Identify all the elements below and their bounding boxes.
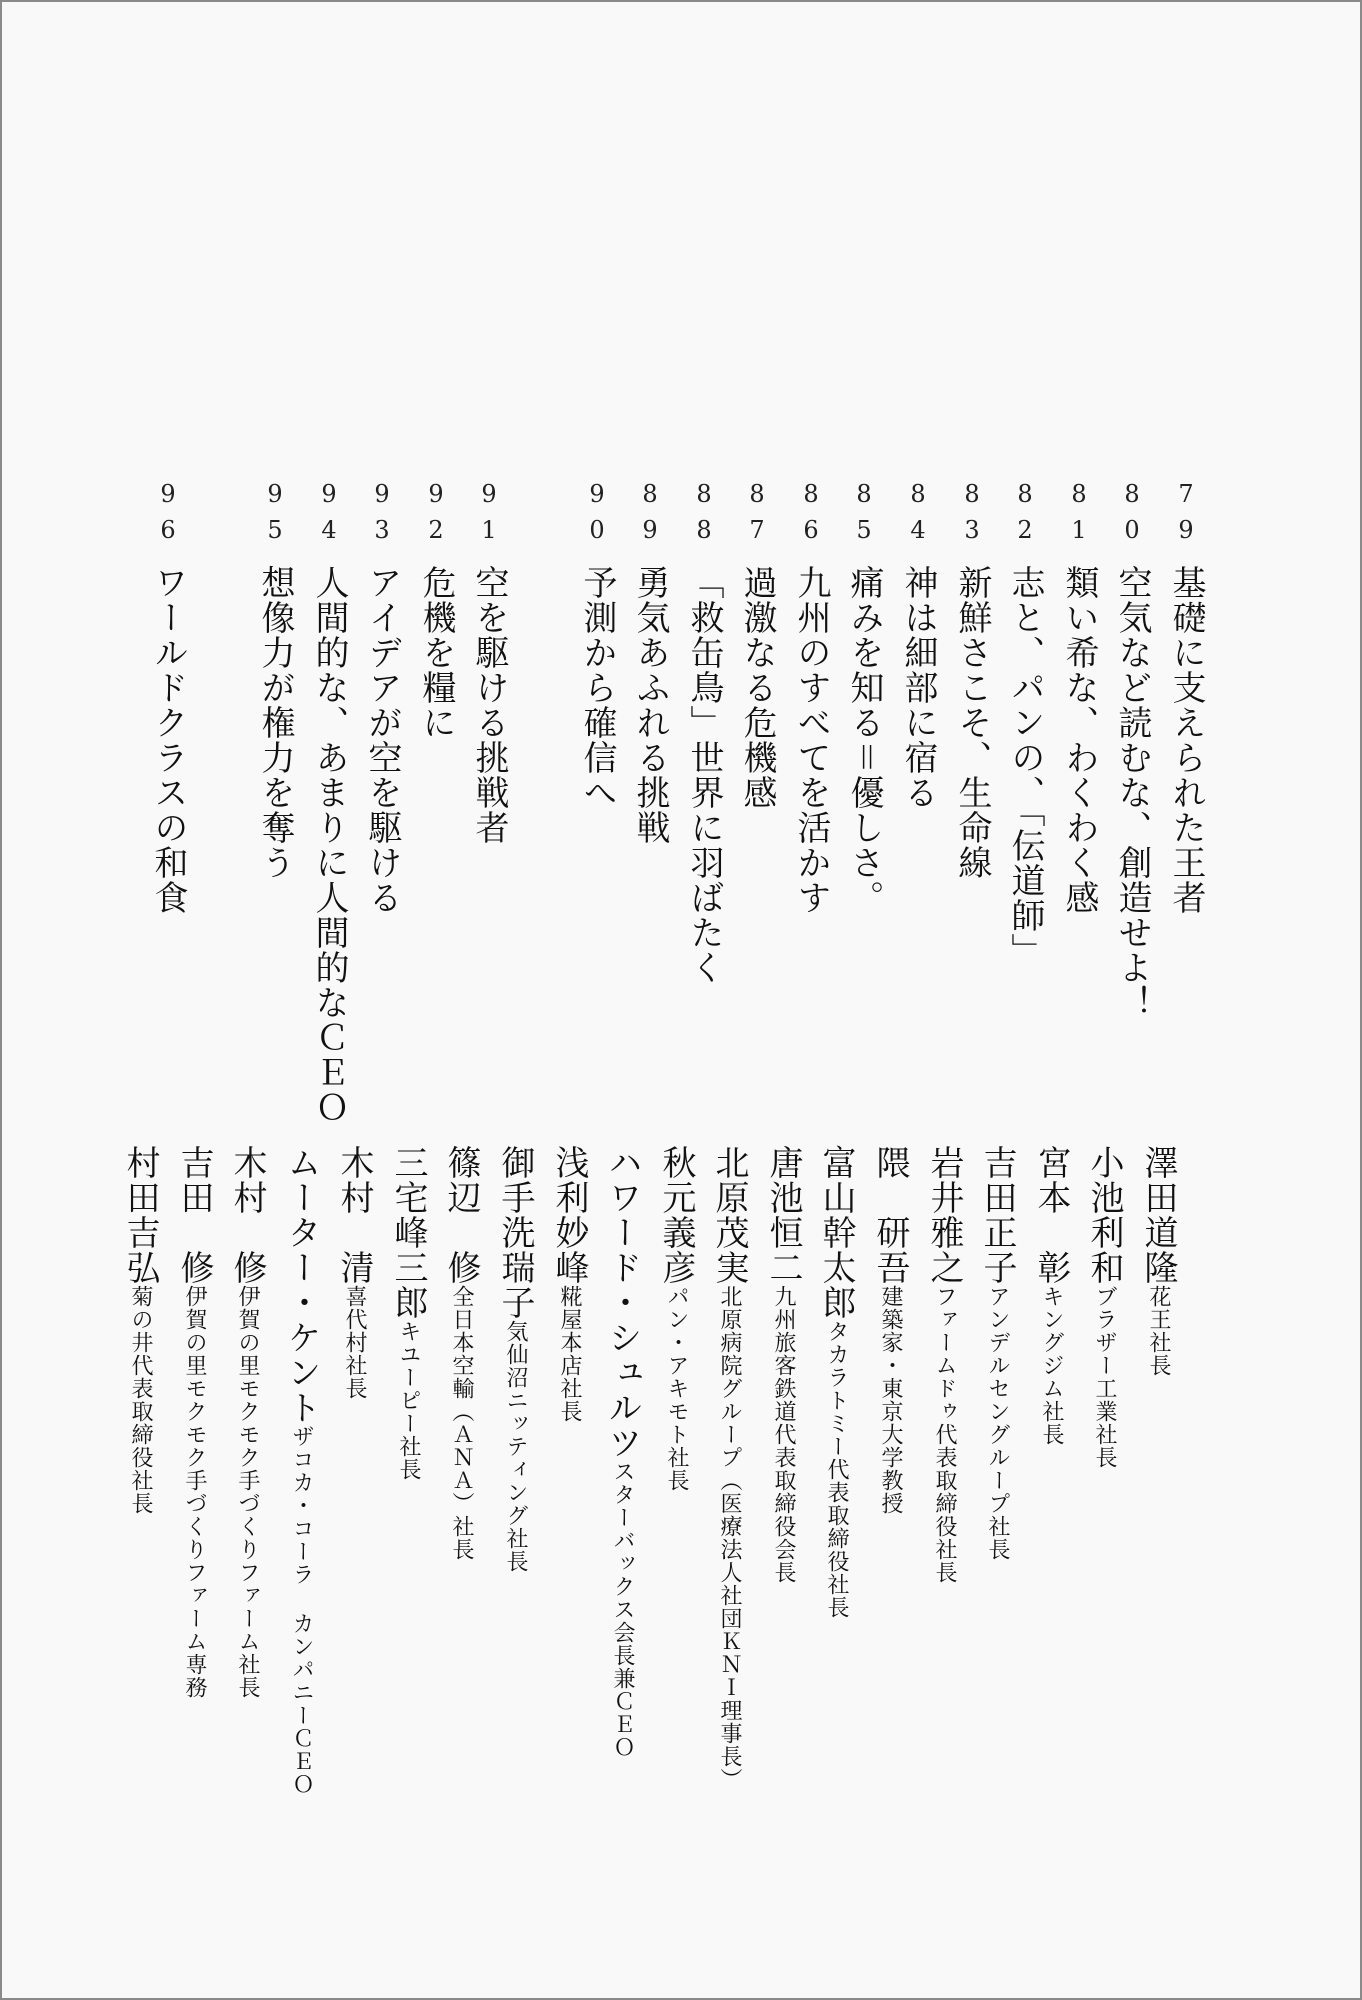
page-number: 92: [422, 480, 450, 552]
person-affiliation: パン・アキモト社長: [664, 1285, 689, 1492]
chapter-title[interactable]: 基礎に支えられた王者: [1166, 565, 1206, 915]
person-name: 三宅峰三郎: [388, 1145, 428, 1320]
person-affiliation: スターバックス会長兼ＣＥＯ: [610, 1460, 635, 1759]
page-number: 86: [797, 480, 825, 552]
person-affiliation: 九州旅客鉄道代表取締役会長: [771, 1285, 796, 1584]
person-affiliation: 建築家・東京大学教授: [878, 1285, 903, 1515]
person-name: 唐池恒二: [763, 1145, 803, 1285]
person-entry: [924, 1145, 997, 1584]
person-entry: [388, 1145, 461, 1481]
chapter-title[interactable]: アイデアが空を駆ける: [362, 565, 402, 915]
page-number: 82: [1011, 480, 1039, 552]
chapter-title[interactable]: 危機を糧に: [416, 565, 456, 740]
person-name: 木村 清: [334, 1145, 374, 1285]
person-entry: [656, 1145, 729, 1492]
person-entry: [227, 1145, 300, 1699]
page-number: 96: [154, 480, 182, 552]
page-number: 91: [475, 480, 503, 552]
person-entry: [549, 1145, 622, 1423]
person-entry: [334, 1145, 407, 1400]
page-number: 95: [261, 480, 289, 552]
person-entry: [870, 1145, 943, 1515]
person-name: 富山幹太郎: [816, 1145, 856, 1320]
person-entry: [281, 1145, 354, 1796]
person-name: 岩井雅之: [924, 1145, 964, 1285]
chapter-title[interactable]: 神は細部に宿る: [898, 565, 938, 810]
person-affiliation: キングジム社長: [1039, 1285, 1064, 1446]
person-entry: [495, 1145, 568, 1573]
chapter-title[interactable]: 人間的な、あまりに人間的なＣＥＯ: [309, 565, 349, 1125]
person-affiliation: ブラザー工業社長: [1092, 1285, 1117, 1469]
page-number: 85: [850, 480, 878, 552]
person-name: 隈 研吾: [870, 1145, 910, 1285]
chapter-title[interactable]: 志と、パンの、「伝道師」: [1005, 565, 1045, 968]
person-name: 小池利和: [1084, 1145, 1124, 1285]
page-number: 90: [583, 480, 611, 552]
page-number: 87: [743, 480, 771, 552]
person-affiliation: 花王社長: [1146, 1285, 1171, 1377]
page-number: 84: [904, 480, 932, 552]
chapter-title[interactable]: 新鮮さこそ、生命線: [952, 565, 992, 880]
chapter-title[interactable]: 過激なる危機感: [737, 565, 777, 810]
person-entry: [816, 1145, 889, 1619]
page-number: 88: [690, 480, 718, 552]
chapter-title[interactable]: 類い希な、わくわく感: [1059, 565, 1099, 915]
page-number: 94: [315, 480, 343, 552]
chapter-title[interactable]: 勇気あふれる挑戦: [630, 565, 670, 845]
person-name: 秋元義彦: [656, 1145, 696, 1285]
chapter-title[interactable]: 九州のすべてを活かす: [791, 565, 831, 915]
person-name: ハワード・シュルツ: [602, 1145, 642, 1460]
page-number: 81: [1065, 480, 1093, 552]
person-entry: [1084, 1145, 1157, 1469]
chapter-title[interactable]: 想像力が権力を奪う: [255, 565, 295, 880]
chapter-title[interactable]: 痛みを知る＝優しさ。: [844, 565, 884, 915]
person-name: 宮本 彰: [1031, 1145, 1071, 1285]
person-affiliation: 喜代村社長: [342, 1285, 367, 1400]
chapter-title[interactable]: 予測から確信へ: [577, 565, 617, 810]
person-affiliation: ファームドゥ代表取締役社長: [932, 1285, 957, 1584]
person-entry: [709, 1145, 782, 1791]
page-number: 80: [1118, 480, 1146, 552]
person-affiliation: キユーピー社長: [396, 1320, 421, 1481]
person-affiliation: 菊の井代表取締役社長: [128, 1285, 153, 1515]
chapter-title[interactable]: 「救缶鳥」世界に羽ばたく: [684, 565, 724, 985]
person-entry: [441, 1145, 514, 1561]
person-name: 木村 修: [227, 1145, 267, 1285]
person-name: ムーター・ケント: [281, 1145, 321, 1425]
person-entry: [977, 1145, 1050, 1561]
chapter-title[interactable]: 空気など読むな、創造せよ！: [1112, 565, 1152, 1020]
person-affiliation: 北原病院グループ（医療法人社団ＫＮＩ理事長）: [717, 1285, 742, 1791]
person-affiliation: 伊賀の里モクモク手づくりファーム社長: [235, 1285, 260, 1699]
page-number: 93: [368, 480, 396, 552]
person-entry: [1031, 1145, 1104, 1446]
person-affiliation: 気仙沼ニッティング社長: [503, 1320, 528, 1573]
chapter-title[interactable]: 空を駆ける挑戦者: [469, 565, 509, 845]
person-name: 御手洗瑞子: [495, 1145, 535, 1320]
person-entry: [602, 1145, 675, 1759]
person-affiliation: アンデルセングループ社長: [985, 1285, 1010, 1561]
person-affiliation: 伊賀の里モクモク手づくりファーム専務: [182, 1285, 207, 1699]
person-entry: [120, 1145, 193, 1515]
person-affiliation: ザコカ・コーラ カンパニーＣＥＯ: [289, 1425, 314, 1796]
person-name: 澤田道隆: [1138, 1145, 1178, 1285]
person-affiliation: 糀屋本店社長: [557, 1285, 582, 1423]
page-number: 79: [1172, 480, 1200, 552]
person-entry: [763, 1145, 836, 1584]
person-name: 吉田 修: [174, 1145, 214, 1285]
person-affiliation: タカラトミー代表取締役社長: [824, 1320, 849, 1619]
person-name: 吉田正子: [977, 1145, 1017, 1285]
person-entry: [174, 1145, 247, 1699]
person-name: 北原茂実: [709, 1145, 749, 1285]
person-name: 浅利妙峰: [549, 1145, 589, 1285]
person-affiliation: 全日本空輸（ＡＮＡ）社長: [449, 1285, 474, 1561]
person-name: 篠辺 修: [441, 1145, 481, 1285]
page-number: 83: [958, 480, 986, 552]
person-name: 村田吉弘: [120, 1145, 160, 1285]
chapter-title[interactable]: ワールドクラスの和食: [148, 565, 188, 915]
person-entry: [1138, 1145, 1211, 1377]
page-number: 89: [636, 480, 664, 552]
